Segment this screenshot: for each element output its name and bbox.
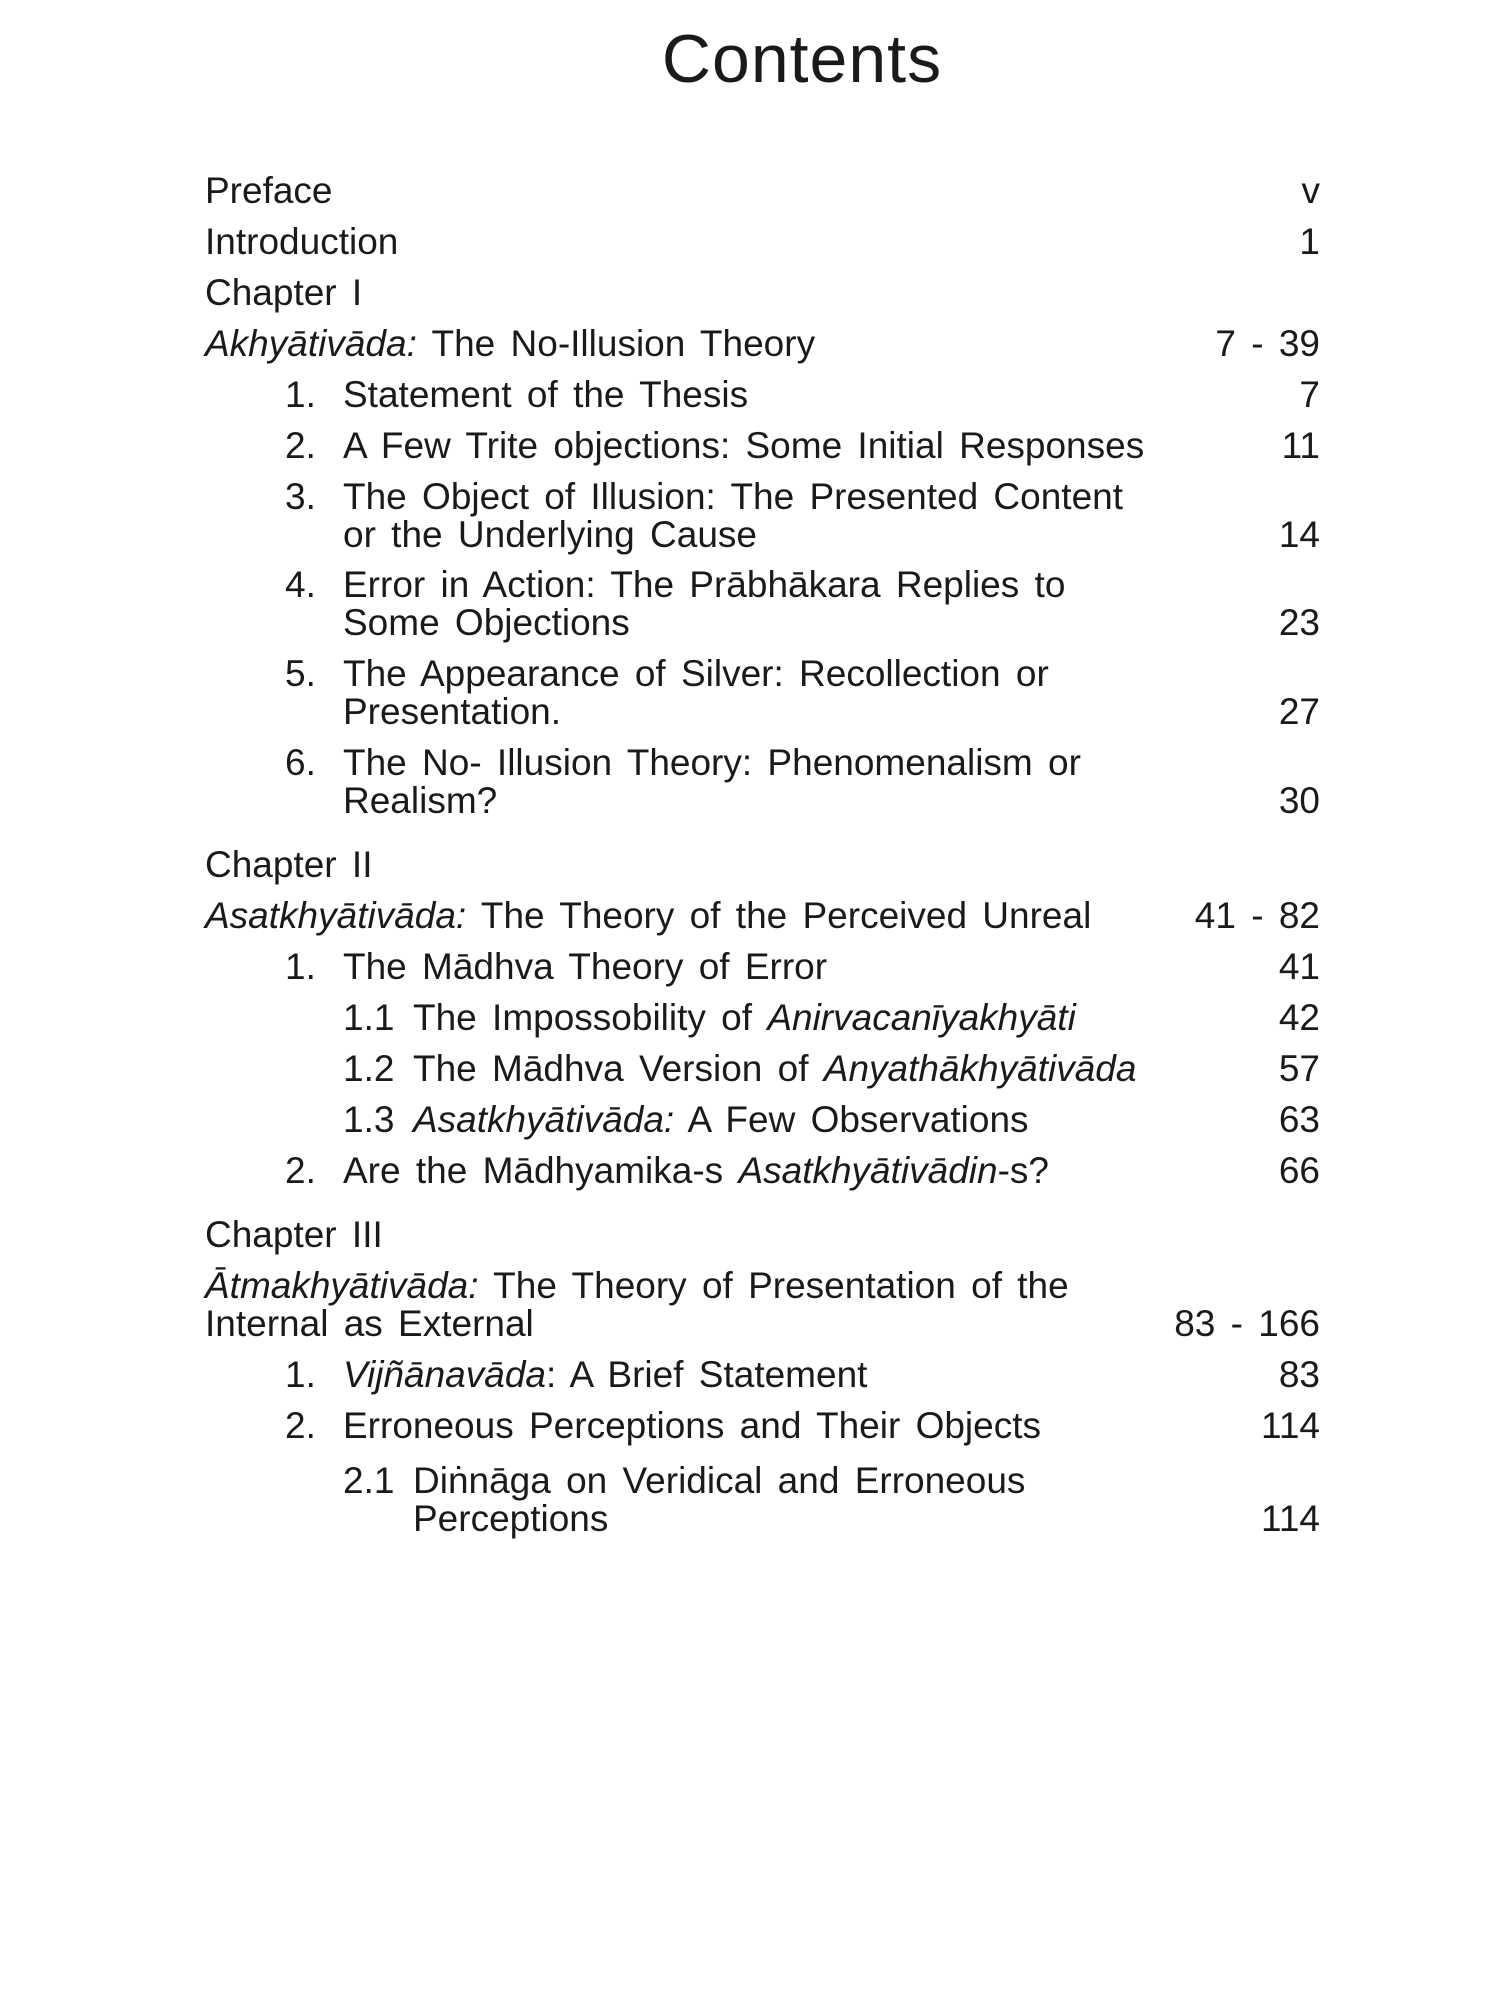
- entry-title: Are the Mādhyamika-s Asatkhyātivādin-s?: [343, 1150, 1049, 1191]
- section-number: 1.3: [343, 1099, 395, 1140]
- chapter-title-continued: Internal as External: [205, 1303, 534, 1344]
- section-number: 1.: [285, 374, 316, 415]
- page-number: 114: [1261, 1498, 1320, 1539]
- page-number: 57: [1278, 1048, 1320, 1089]
- page-number: 83: [1278, 1354, 1320, 1395]
- page-number: 1: [1299, 221, 1320, 262]
- page-range: 83 - 166: [1174, 1303, 1320, 1344]
- page-number: 23: [1278, 602, 1320, 643]
- page-number: 42: [1278, 997, 1320, 1038]
- page-number: 114: [1261, 1405, 1320, 1446]
- page-number: 41: [1278, 946, 1320, 987]
- chapter-title: Akhyātivāda: The No-Illusion Theory: [205, 323, 816, 364]
- page-number: 66: [1278, 1150, 1320, 1191]
- entry-title: Preface: [205, 170, 333, 211]
- entry-title: The No- Illusion Theory: Phenomenalism or: [343, 742, 1081, 783]
- entry-title-continued: Perceptions: [413, 1498, 609, 1539]
- page-range: 41 - 82: [1194, 895, 1320, 936]
- page-number: 27: [1278, 691, 1320, 732]
- page-number: 7: [1299, 374, 1320, 415]
- section-number: 1.2: [343, 1048, 395, 1089]
- entry-title: Erroneous Perceptions and Their Objects: [343, 1405, 1042, 1446]
- section-number: 1.: [285, 946, 316, 987]
- page-number: 63: [1278, 1099, 1320, 1140]
- entry-title: Error in Action: The Prābhākara Replies to: [343, 564, 1066, 605]
- section-number: 2.: [285, 1150, 316, 1191]
- section-number: 2.1: [343, 1460, 395, 1501]
- entry-title: Asatkhyātivāda: A Few Observations: [413, 1099, 1029, 1140]
- entry-title: The Impossobility of Anirvacanīyakhyāti: [413, 997, 1076, 1038]
- entry-title: The Mādhva Theory of Error: [343, 946, 828, 987]
- section-number: 2.: [285, 1405, 316, 1446]
- page-number: 30: [1278, 780, 1320, 821]
- page-title: Contents: [661, 21, 943, 97]
- chapter-title: Asatkhyātivāda: The Theory of the Perceived Unreal: [205, 895, 1092, 936]
- entry-title: Vijñānavāda: A Brief Statement: [343, 1354, 868, 1395]
- entry-title: Diṅnāga on Veridical and Erroneous: [413, 1460, 1026, 1501]
- entry-title: Introduction: [205, 221, 399, 262]
- page-number: v: [1301, 170, 1320, 211]
- page-number: 14: [1278, 514, 1320, 555]
- section-number: 1.1: [343, 997, 395, 1038]
- section-number: 6.: [285, 742, 316, 783]
- chapter-title: Ātmakhyātivāda: The Theory of Presentation of the: [205, 1265, 1069, 1306]
- entry-title: Statement of the Thesis: [343, 374, 749, 415]
- page-number: 11: [1281, 425, 1320, 466]
- entry-title: The Object of Illusion: The Presented Content: [343, 476, 1124, 517]
- entry-title-continued: or the Underlying Cause: [343, 514, 757, 555]
- section-number: 1.: [285, 1354, 316, 1395]
- section-number: 4.: [285, 564, 316, 605]
- entry-title-continued: Realism?: [343, 780, 498, 821]
- section-number: 5.: [285, 653, 316, 694]
- entry-title: The Appearance of Silver: Recollection or: [343, 653, 1049, 694]
- section-number: 2.: [285, 425, 316, 466]
- entry-title-continued: Some Objections: [343, 602, 630, 643]
- page-range: 7 - 39: [1215, 323, 1320, 364]
- entry-title-continued: Presentation.: [343, 691, 562, 732]
- entry-title: A Few Trite objections: Some Initial Responses: [343, 425, 1145, 466]
- entry-title: The Mādhva Version of Anyathākhyātivāda: [413, 1048, 1137, 1089]
- section-number: 3.: [285, 476, 316, 517]
